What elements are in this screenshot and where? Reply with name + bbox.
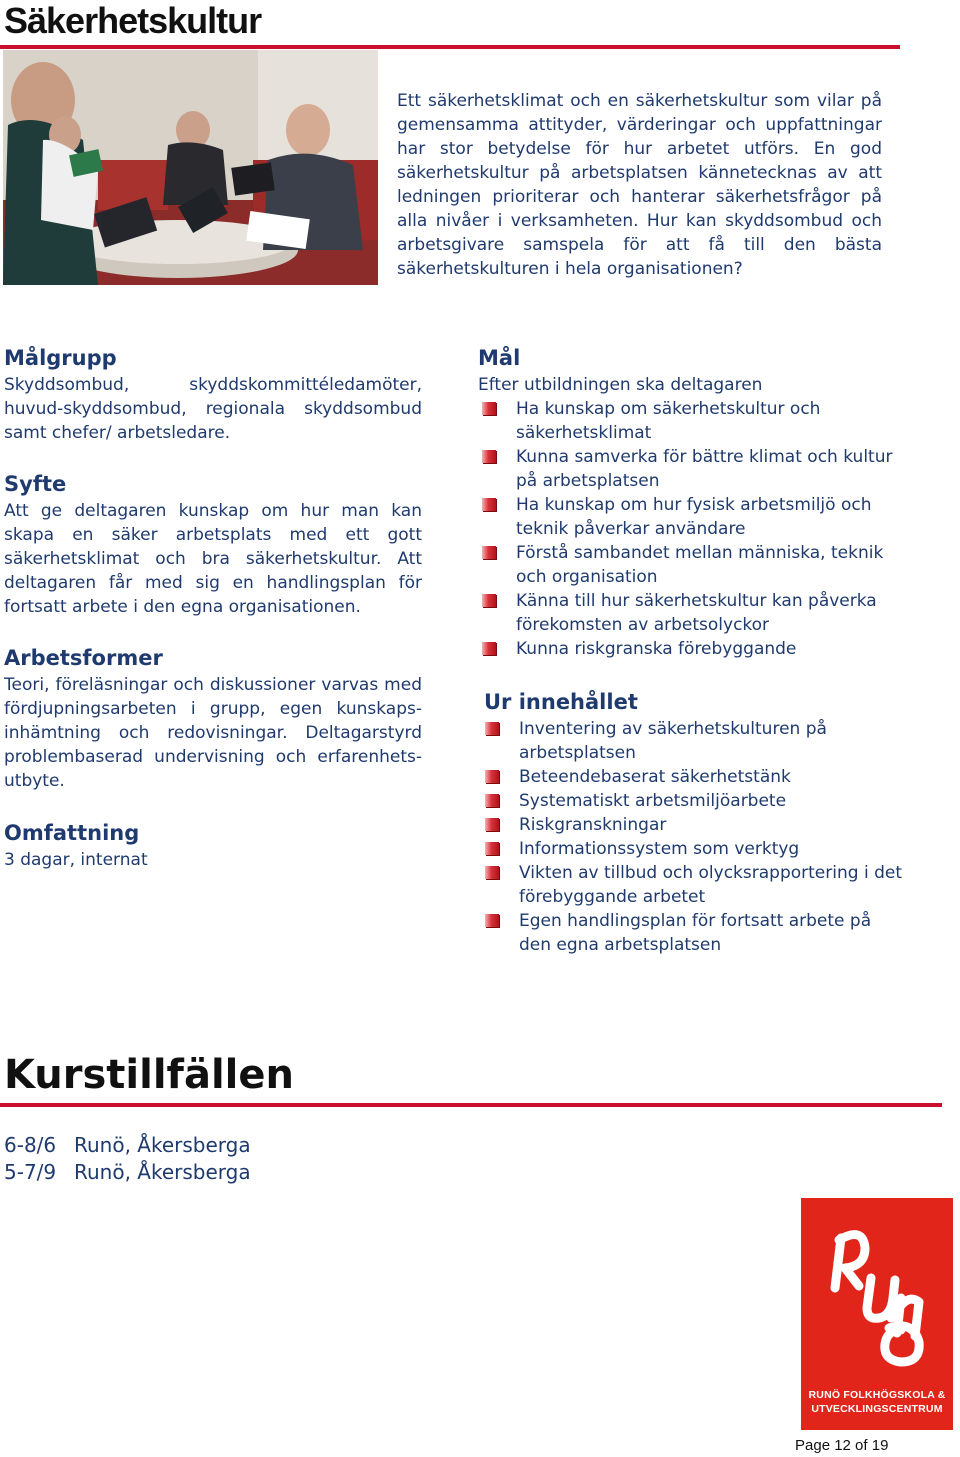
mal-heading: Mål xyxy=(478,346,521,370)
right-column xyxy=(478,343,908,957)
page-number: Page 12 of 19 xyxy=(795,1437,889,1454)
meeting-photo xyxy=(3,50,378,285)
red-bullet-icon xyxy=(485,818,499,831)
course-dates xyxy=(4,1132,251,1186)
malgrupp-text: Skyddsombud, skyddskommittéledamöter, huvud-skyddsombud, regionala skyddsombud samt chefer/ arbetsledare. xyxy=(4,375,422,443)
list-item: Inventering av säkerhetskulturen på arbetsplatsen xyxy=(481,717,908,765)
intro-paragraph xyxy=(397,89,882,281)
malgrupp-heading: Målgrupp xyxy=(4,346,117,370)
omfattning-heading: Omfattning xyxy=(4,821,140,845)
kurstillfallen-divider xyxy=(0,1103,942,1107)
red-bullet-icon xyxy=(482,402,496,415)
course-place: Runö, Åkersberga xyxy=(74,1133,251,1157)
kurstillfallen-heading: Kurstillfällen xyxy=(4,1052,294,1098)
runo-logo xyxy=(801,1198,953,1430)
list-item: Ha kunskap om hur fysisk arbetsmiljö och teknik påverkar användare xyxy=(478,493,908,541)
list-item: Förstå sambandet mellan människa, teknik och organisation xyxy=(478,541,908,589)
red-bullet-icon xyxy=(485,866,499,879)
page-title: Säkerhetskultur xyxy=(4,0,262,41)
red-bullet-icon xyxy=(482,546,496,559)
syfte-text: Att ge deltagaren kunskap om hur man kan skapa en säker arbetsplats med ett gott säkerhetsklimat och bra säkerhetskultur. Att deltagaren får med sig en handlingsplan för fortsatt arbete i den egna organisationen. xyxy=(4,501,422,617)
list-item: Känna till hur säkerhetskultur kan påverka förekomsten av arbetsolyckor xyxy=(478,589,908,637)
left-column xyxy=(4,343,422,872)
red-bullet-icon xyxy=(482,642,496,655)
list-item: Ha kunskap om säkerhetskultur och säkerhetsklimat xyxy=(478,397,908,445)
logo-text-line2: UTVECKLINGSCENTRUM xyxy=(811,1403,943,1415)
logo-text-line1: RUNÖ FOLKHÖGSKOLA & xyxy=(808,1389,946,1401)
course-place: Runö, Åkersberga xyxy=(74,1160,251,1184)
arbetsformer-heading: Arbetsformer xyxy=(4,646,163,670)
list-item: Egen handlingsplan för fortsatt arbete på den egna arbetsplatsen xyxy=(481,909,908,957)
list-item: Informationssystem som verktyg xyxy=(481,837,908,861)
course-date-row xyxy=(4,1159,251,1186)
list-item: Kunna samverka för bättre klimat och kultur på arbetsplatsen xyxy=(478,445,908,493)
red-bullet-icon xyxy=(485,794,499,807)
course-date: 5-7/9 xyxy=(4,1160,57,1184)
red-bullet-icon xyxy=(482,594,496,607)
list-item: Riskgranskningar xyxy=(481,813,908,837)
mal-lead: Efter utbildningen ska deltagaren xyxy=(478,375,763,395)
course-date-row xyxy=(4,1132,251,1159)
mal-list xyxy=(478,397,908,661)
arbetsformer-text: Teori, föreläsningar och diskussioner varvas med fördjupningsarbeten i grupp, egen kunskaps-inhämtning och redovisningar. Deltagarstyrd problembaserad undervisning och erfarenhets-utbyte. xyxy=(4,675,422,791)
red-bullet-icon xyxy=(482,498,496,511)
red-bullet-icon xyxy=(485,770,499,783)
runo-logo-mark xyxy=(801,1198,953,1378)
red-bullet-icon xyxy=(485,842,499,855)
red-bullet-icon xyxy=(482,450,496,463)
meeting-photo-illustration xyxy=(3,50,378,285)
innehall-list xyxy=(478,717,908,957)
intro-text: Ett säkerhetsklimat och en säkerhetskultur som vilar på gemensamma attityder, värderingar och uppfattningar har stor betydelse för hur arbetet utförs. En god säkerhetskultur på arbetsplatsen kännetecknas av att ledningen prioriterar och hanterar säkerhetsfrågor på alla nivåer i verksamheten. Hur kan skyddsombud och arbetsgivare samspela för att få till den bästa säkerhetskulturen i hela organisationen? xyxy=(397,91,882,279)
list-item: Systematiskt arbetsmiljöarbete xyxy=(481,789,908,813)
list-item: Vikten av tillbud och olycksrapportering i det förebyggande arbetet xyxy=(481,861,908,909)
red-bullet-icon xyxy=(485,722,499,735)
omfattning-text: 3 dagar, internat xyxy=(4,850,148,870)
list-item: Beteendebaserat säkerhetstänk xyxy=(481,765,908,789)
red-bullet-icon xyxy=(485,914,499,927)
title-divider xyxy=(0,45,900,49)
syfte-heading: Syfte xyxy=(4,472,67,496)
list-item: Kunna riskgranska förebyggande xyxy=(478,637,908,661)
innehall-heading: Ur innehållet xyxy=(484,690,638,714)
course-date: 6-8/6 xyxy=(4,1133,57,1157)
